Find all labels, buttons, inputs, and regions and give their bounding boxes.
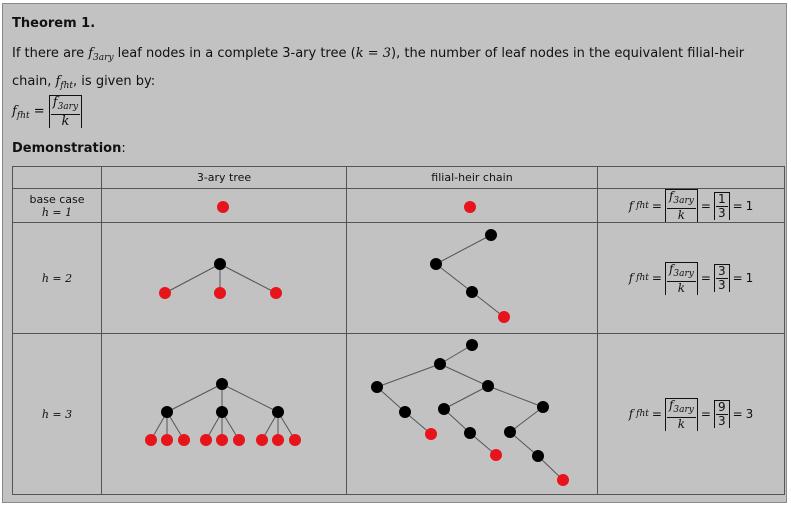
table-row xyxy=(13,189,785,223)
theorem-card xyxy=(2,3,787,503)
row-label: h = 2 xyxy=(13,223,102,334)
formula-cell: f fht = $\frac{f_{3ary}}{k}$ = $\frac{3}{3}$ = 1 xyxy=(598,223,785,334)
tree-diagram-h2 xyxy=(102,223,347,334)
leaf-node xyxy=(490,449,502,461)
inner-node xyxy=(466,339,478,351)
chain-diagram-h1 xyxy=(347,189,598,223)
leaf-node xyxy=(289,434,301,446)
leaf-node xyxy=(178,434,190,446)
row-label: base case h = 1 xyxy=(13,189,102,223)
inner-node xyxy=(466,286,478,298)
inner-node xyxy=(532,450,544,462)
inner-node xyxy=(434,358,446,370)
inner-node xyxy=(464,427,476,439)
inner-node xyxy=(371,381,383,393)
leaf-node xyxy=(145,434,157,446)
inner-node xyxy=(485,229,497,241)
row-label: h = 3 xyxy=(13,334,102,495)
leaf-node xyxy=(464,201,476,213)
table-row xyxy=(13,334,785,495)
inner-node xyxy=(399,406,411,418)
leaf-node xyxy=(233,434,245,446)
main-formula: $f_{fht}$ = $\frac{f_{3ary}}{k}$ xyxy=(12,95,82,128)
theorem-statement: If there are $f_{3ary}$ leaf nodes in a complete 3-ary tree (k = 3), the number of leaf nodes in the equivalent filial-heir chain, $f_{fht}$, is given by: xyxy=(12,46,745,91)
leaf-node xyxy=(217,201,229,213)
leaf-node xyxy=(272,434,284,446)
chain-diagram-h2 xyxy=(347,223,598,334)
formula-cell: f fht = $\frac{f_{3ary}}{k}$ = $\frac{9}{3}$ = 3 xyxy=(598,334,785,495)
header-3ary-tree: 3-ary tree xyxy=(102,167,347,189)
formula-cell: f fht = $\frac{f_{3ary}}{k}$ = $\frac{1}{3}$ = 1 xyxy=(598,189,785,223)
demonstration-label: Demonstration: xyxy=(12,141,126,156)
inner-node xyxy=(430,258,442,270)
header-filial-heir-chain: filial-heir chain xyxy=(347,167,598,189)
header-cell-formula xyxy=(598,167,785,189)
inner-node xyxy=(216,378,228,390)
table-header-row xyxy=(13,167,785,189)
tree-diagram-h1 xyxy=(102,189,347,223)
leaf-node xyxy=(200,434,212,446)
inner-node xyxy=(216,406,228,418)
leaf-node xyxy=(216,434,228,446)
table-row xyxy=(13,223,785,334)
inner-node xyxy=(214,258,226,270)
leaf-node xyxy=(256,434,268,446)
inner-node xyxy=(161,406,173,418)
header-cell-empty xyxy=(13,167,102,189)
tree-diagram-h3 xyxy=(102,334,347,495)
inner-node xyxy=(482,380,494,392)
inner-node xyxy=(504,426,516,438)
leaf-node xyxy=(214,287,226,299)
leaf-node xyxy=(270,287,282,299)
leaf-node xyxy=(498,311,510,323)
leaf-node xyxy=(161,434,173,446)
leaf-node xyxy=(557,474,569,486)
chain-diagram-h3 xyxy=(347,334,598,495)
leaf-node xyxy=(425,428,437,440)
leaf-node xyxy=(159,287,171,299)
demonstration-table xyxy=(12,166,785,495)
inner-node xyxy=(272,406,284,418)
inner-node xyxy=(438,403,450,415)
inner-node xyxy=(537,401,549,413)
theorem-title: Theorem 1. xyxy=(12,16,96,31)
